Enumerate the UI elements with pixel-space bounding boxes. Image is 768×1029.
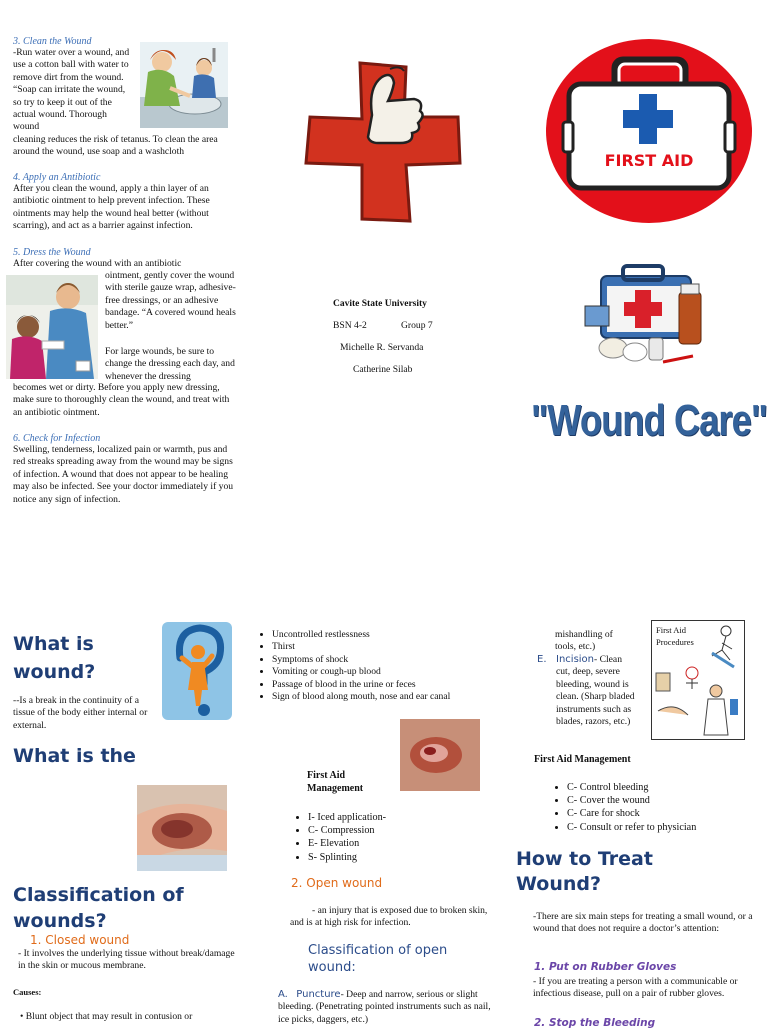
first-aid-label: FIRST AID xyxy=(604,151,694,170)
puncture-label: Puncture xyxy=(296,989,341,1000)
signs-list xyxy=(258,629,512,703)
step5-text: After covering the wound with an antibiotic xyxy=(13,258,182,269)
what-is-the-heading: What is the xyxy=(13,745,136,767)
wound-closeup-image xyxy=(400,719,480,791)
author-2: Catherine Silab xyxy=(353,364,413,375)
causes-label: Causes: xyxy=(13,987,42,997)
fam-title-middle: First Aid Management xyxy=(307,770,364,794)
list-item: • Thirst xyxy=(272,641,512,653)
step3-text-cont: cleaning reduces the risk of tetanus. To clean the area around the wound, use soap and a washcloth xyxy=(13,134,218,158)
list-item: • Passage of blood in the urine or feces xyxy=(272,679,512,691)
list-item: • S- Splinting xyxy=(308,851,498,864)
list-item: • C- Consult or refer to physician xyxy=(567,821,767,834)
wound-definition: --Is a break in the continuity of a tissue of the body either internal or external. xyxy=(13,695,148,731)
cause-item: • Blunt object that may result in contusion or xyxy=(20,1011,193,1022)
list-item: • Uncontrolled restlessness xyxy=(272,629,512,641)
step6-text: Swelling, tenderness, localized pain or warmth, pus and red streaks spreading away from the wound may be signs of infection. A wound that does not appear to be healing may also be infected. See your doctor immediately if you notice any sign of infection. xyxy=(13,444,234,505)
step6-title: 6. Check for Infection xyxy=(13,433,101,444)
fam-list-middle xyxy=(294,811,498,864)
incision-item xyxy=(537,654,637,728)
list-item: • I- Iced application- xyxy=(308,811,498,824)
step4-title: 4. Apply an Antibiotic xyxy=(13,172,101,183)
open-wound-heading: 2. Open wound xyxy=(291,876,383,890)
list-item: • C- Care for shock xyxy=(567,807,767,820)
step5-text-d: becomes wet or dirty. Before you apply new dressing, make sure to thoroughly clean the wound, and treat with an antibiotic ointment. xyxy=(13,382,230,418)
closed-wound-description: - It involves the underlying tissue without break/damage in the skin or mucous membrane. xyxy=(18,948,235,972)
list-item: • Vomiting or cough-up blood xyxy=(272,666,512,678)
how-to-treat-heading: How to Treat Wound? xyxy=(516,848,653,895)
mishandling-text: mishandling of tools, etc.) xyxy=(555,629,613,653)
incision-label: Incision xyxy=(556,654,595,665)
classification-open-heading: Classification of open wound: xyxy=(308,943,448,975)
red-cross-thumbs-up-logo xyxy=(300,55,470,225)
step2-title: 2. Stop the Bleeding xyxy=(534,1017,656,1029)
fam-title-right: First Aid Management xyxy=(534,754,631,765)
fam-list-right xyxy=(553,781,767,834)
step5-text-b: ointment, gently cover the wound with sterile gauze wrap, adhesive-free dressings, or an adhesive bandage. “A covered wound heals better.” xyxy=(105,270,236,331)
list-item: • C- Cover the wound xyxy=(567,794,767,807)
group: Group 7 xyxy=(401,320,433,331)
step3-title: 3. Clean the Wound xyxy=(13,36,92,47)
course: BSN 4-2 xyxy=(333,320,367,331)
puncture-letter: A. xyxy=(278,989,288,1000)
bruised-arm-image xyxy=(137,785,227,871)
list-item: • Symptoms of shock xyxy=(272,654,512,666)
author-1: Michelle R. Servanda xyxy=(340,342,424,353)
open-wound-description: - an injury that is exposed due to broken skin, and is at high risk for infection. xyxy=(290,905,488,929)
incision-letter: E. xyxy=(537,654,547,665)
step1-text: - If you are treating a person with a communicable or infectious disease, pull on a pair of rubber gloves. xyxy=(533,976,738,1000)
list-item: • E- Elevation xyxy=(308,837,498,850)
step5-title: 5. Dress the Wound xyxy=(13,247,91,258)
brochure-title: "Wound Care" xyxy=(531,396,768,445)
puncture-text: - Deep and narrow, serious or slight bleeding. (Penetrating pointed instruments such as nail, ice picks, daggers, etc.) xyxy=(278,989,491,1025)
medical-kit-illustration xyxy=(583,262,708,372)
list-item: • C- Compression xyxy=(308,824,498,837)
university-name: Cavite State University xyxy=(333,299,427,309)
step3-text: -Run water over a wound, and use a cotton ball with water to remove dirt from the wound. “Soap can irritate the wound, so try to keep it out of the actual wound. Thorough wound xyxy=(13,47,130,133)
procedures-label: First Aid Procedures xyxy=(656,625,694,647)
list-item: • C- Control bleeding xyxy=(567,781,767,794)
closed-wound-heading: 1. Closed wound xyxy=(30,933,130,947)
classification-heading: Classification of wounds? xyxy=(13,884,184,932)
cause-1: Blunt object that may result in contusion or xyxy=(25,1011,193,1022)
step5-text-c: For large wounds, be sure to change the dressing each day, and whenever the dressing xyxy=(105,346,235,382)
first-aid-procedures-image xyxy=(651,620,745,740)
treatment-intro: -There are six main steps for treating a small wound, or a wound that does not require a doctor’s attention: xyxy=(533,911,753,935)
step4-text: After you clean the wound, apply a thin layer of an antibiotic ointment to help prevent infection. These ointments may help the wound heal better (without scarring), and act as a barrier against infection. xyxy=(13,183,210,232)
step1-title: 1. Put on Rubber Gloves xyxy=(534,961,677,973)
list-item: • Sign of blood along mouth, nose and ear canal xyxy=(272,691,512,703)
dressing-wound-illustration xyxy=(6,275,98,379)
question-mark-figure-image xyxy=(162,622,232,720)
incision-text: - Clean cut, deep, severe bleeding, wound is clean. (Sharp bladed instruments such as blades, razors, etc.) xyxy=(556,654,635,728)
puncture-item xyxy=(278,989,498,1026)
what-is-wound-heading: What is wound? xyxy=(13,633,96,683)
first-aid-kit-logo xyxy=(545,38,753,224)
washing-wound-illustration xyxy=(140,42,228,128)
